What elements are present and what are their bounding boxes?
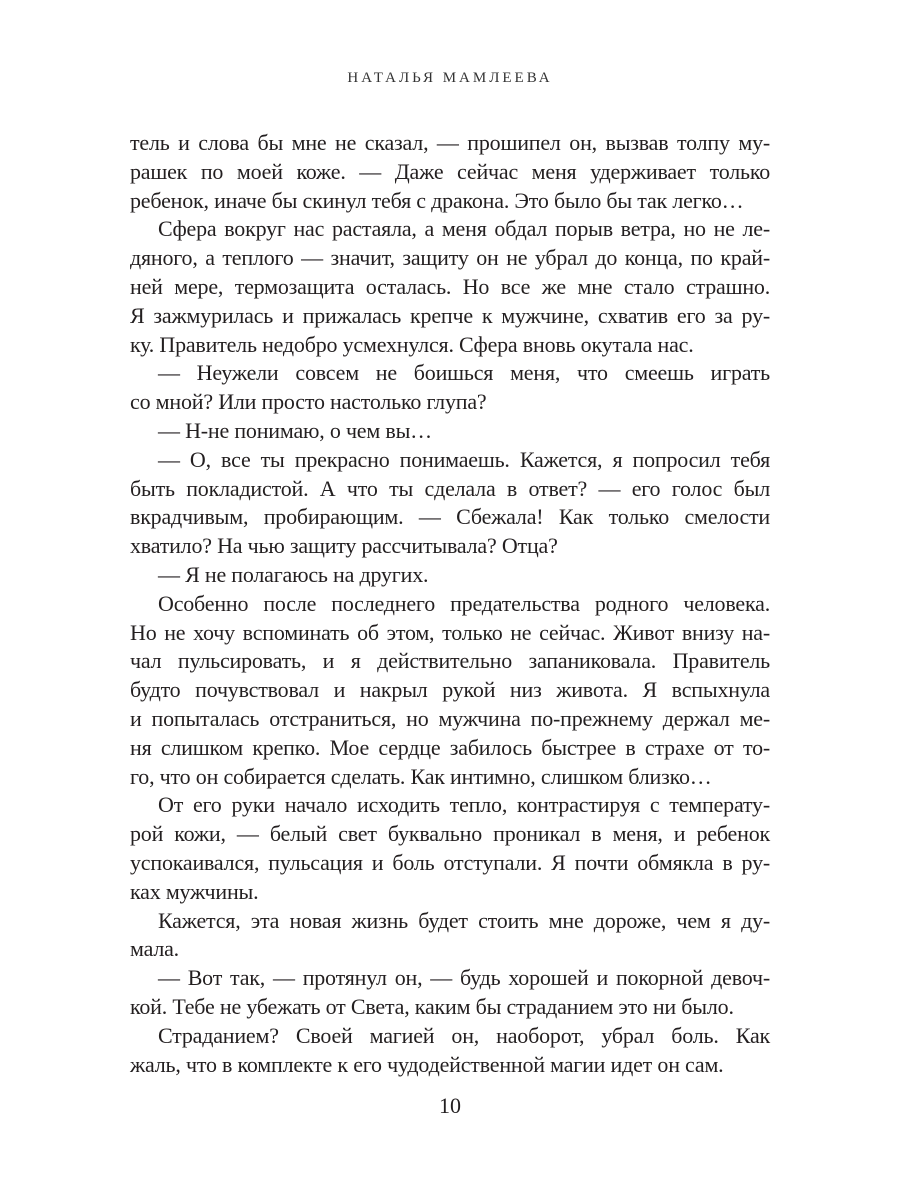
text-line: — Вот так, — протянул он, — будь хорошей и покорной девоч- (158, 965, 770, 991)
text-line: — Неужели совсем не боишься меня, что смеешь играть (158, 360, 770, 386)
page-number: 10 (439, 1093, 461, 1118)
body-text (130, 129, 770, 1079)
text-line: будто почувствовал и накрыл рукой низ живота. Я вспыхнула (130, 677, 770, 703)
text-line: — Н-не понимаю, о чем вы… (158, 417, 432, 443)
text-line: Я зажмурилась и прижалась крепче к мужчине, схватив его за ру- (130, 302, 770, 328)
text-line: успокаивался, пульсация и боль отступали. Я почти обмякла в ру- (130, 849, 770, 875)
text-line: — Я не полагаюсь на других. (158, 561, 429, 587)
running-header: НАТАЛЬЯ МАМЛЕЕВА (347, 70, 553, 86)
text-line: Страданием? Своей магией он, наоборот, убрал боль. Как (158, 1022, 770, 1048)
text-line: тель и слова бы мне не сказал, — прошипел он, вызвав толпу му- (130, 130, 770, 155)
text-line: кой. Тебе не убежать от Света, каким бы страданием это ни было. (130, 993, 734, 1019)
text-line: Сфера вокруг нас растаяла, а меня обдал порыв ветра, но не ле- (158, 216, 770, 242)
text-line: От его руки начало исходить тепло, контрастируя с температу- (158, 792, 770, 818)
text-line: ня слишком крепко. Мое сердце забилось быстрее в страхе от то- (130, 734, 770, 760)
text-line: ней мере, термозащита осталась. Но все же мне стало страшно. (130, 273, 770, 299)
text-line: дяного, а теплого — значит, защиту он не убрал до конца, по край- (130, 245, 770, 271)
text-line: рой кожи, — белый свет буквально проникал в меня, и ребенок (130, 821, 770, 847)
text-line: Особенно после последнего предательства родного человека. (158, 590, 770, 616)
text-line: со мной? Или просто настолько глупа? (130, 389, 487, 415)
text-line: Кажется, эта новая жизнь будет стоить мне дороже, чем я ду- (158, 907, 770, 933)
text-line: жаль, что в комплекте к его чудодейственной магии идет он сам. (130, 1051, 724, 1077)
text-line: ках мужчины. (130, 878, 259, 904)
text-line: го, что он собирается сделать. Как интимно, слишком близко… (130, 763, 712, 789)
text-line: ребенок, иначе бы скинул тебя с дракона. Это было бы так легко… (130, 187, 744, 213)
text-line: Но не хочу вспоминать об этом, только не сейчас. Живот внизу на- (130, 619, 770, 645)
text-line: чал пульсировать, и я действительно запаниковала. Правитель (130, 648, 770, 674)
text-line: и попыталась отстраниться, но мужчина по-прежнему держал ме- (130, 705, 770, 731)
text-line: вкрадчивым, пробирающим. — Сбежала! Как только смелости (130, 504, 770, 530)
text-line: хватило? На чью защиту рассчитывала? Отца? (130, 533, 558, 559)
text-line: — О, все ты прекрасно понимаешь. Кажется, я попросил тебя (158, 446, 770, 472)
text-line: ку. Правитель недобро усмехнулся. Сфера вновь окутала нас. (130, 331, 694, 357)
text-line: мала. (130, 936, 179, 962)
text-line: рашек по моей коже. — Даже сейчас меня удерживает только (130, 158, 770, 184)
text-line: быть покладистой. А что ты сделала в ответ? — его голос был (130, 475, 770, 501)
